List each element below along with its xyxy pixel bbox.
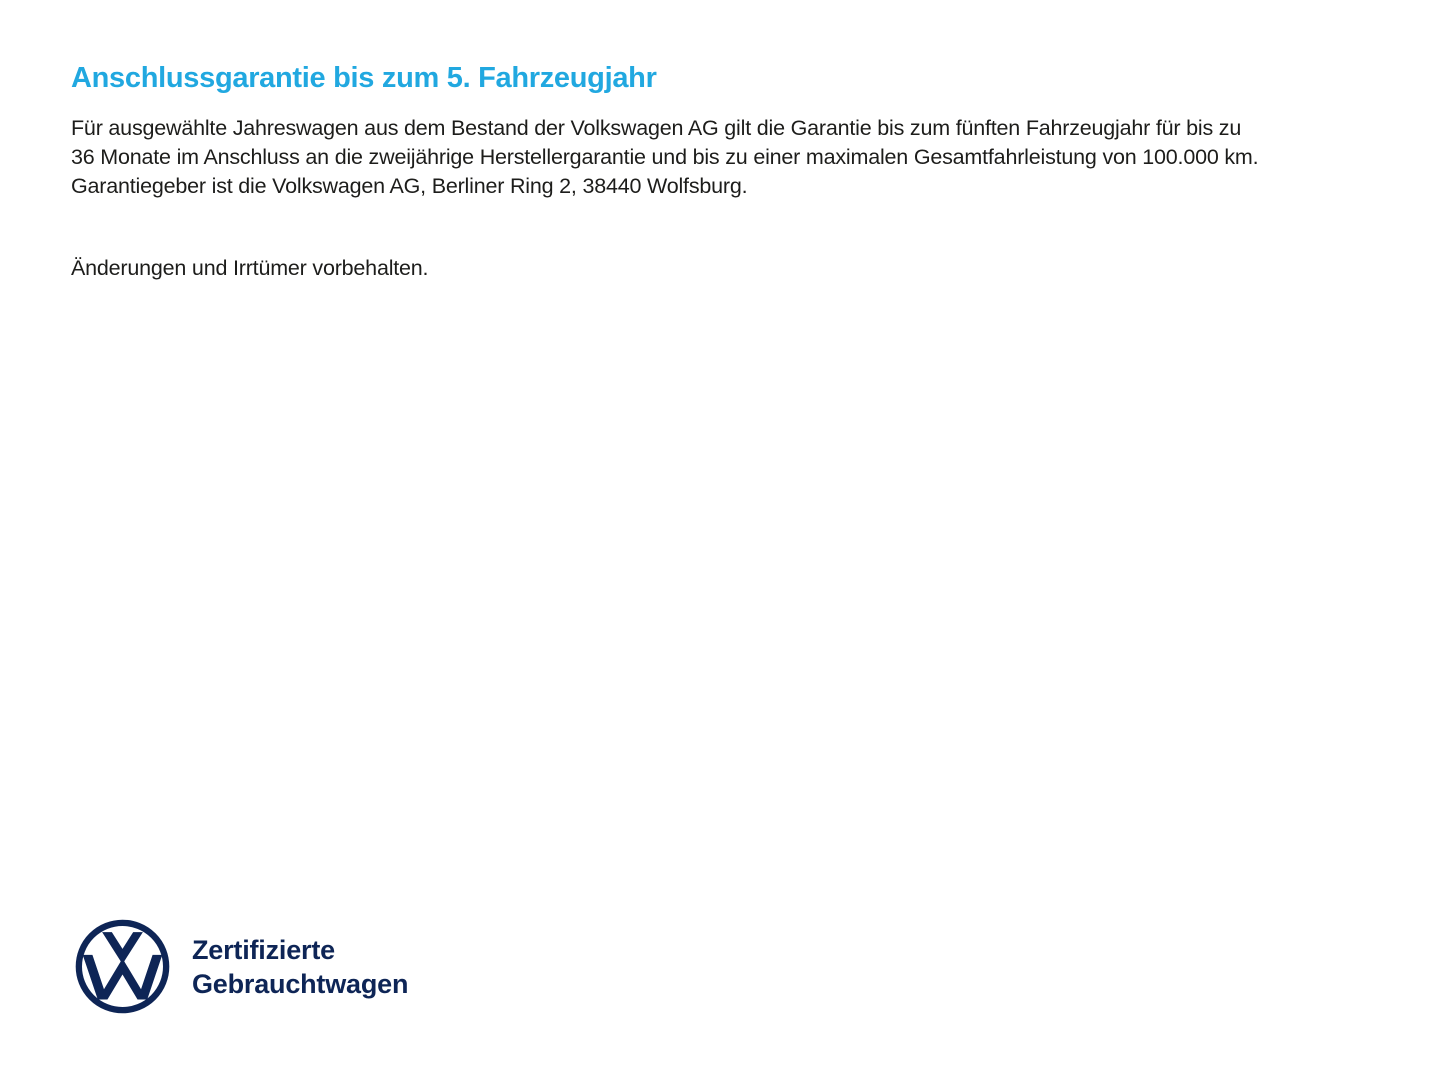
brand-footer: [74, 918, 408, 1015]
paragraph-line-3: Garantiegeber ist die Volkswagen AG, Berliner Ring 2, 38440 Wolfsburg.: [71, 174, 748, 198]
vw-logo-w: [83, 955, 163, 1000]
paragraph-line-2: 36 Monate im Anschluss an die zweijährige Herstellergarantie und bis zu einer maximalen Gesamtfahrleistung von 100.000 km.: [71, 145, 1259, 169]
vw-logo-icon: [74, 918, 171, 1015]
brand-line-1: Zertifizierte: [192, 934, 335, 965]
paragraph-line-1: Für ausgewählte Jahreswagen aus dem Bestand der Volkswagen AG gilt die Garantie bis zum fünften Fahrzeugjahr für bis zu: [71, 116, 1242, 140]
disclaimer-text: Änderungen und Irrtümer vorbehalten.: [71, 256, 429, 280]
body-paragraph: [71, 114, 1258, 201]
brand-line-2: Gebrauchtwagen: [192, 968, 409, 999]
brand-wordmark: [192, 933, 408, 1001]
page-title: Anschlussgarantie bis zum 5. Fahrzeugjahr: [71, 62, 657, 94]
